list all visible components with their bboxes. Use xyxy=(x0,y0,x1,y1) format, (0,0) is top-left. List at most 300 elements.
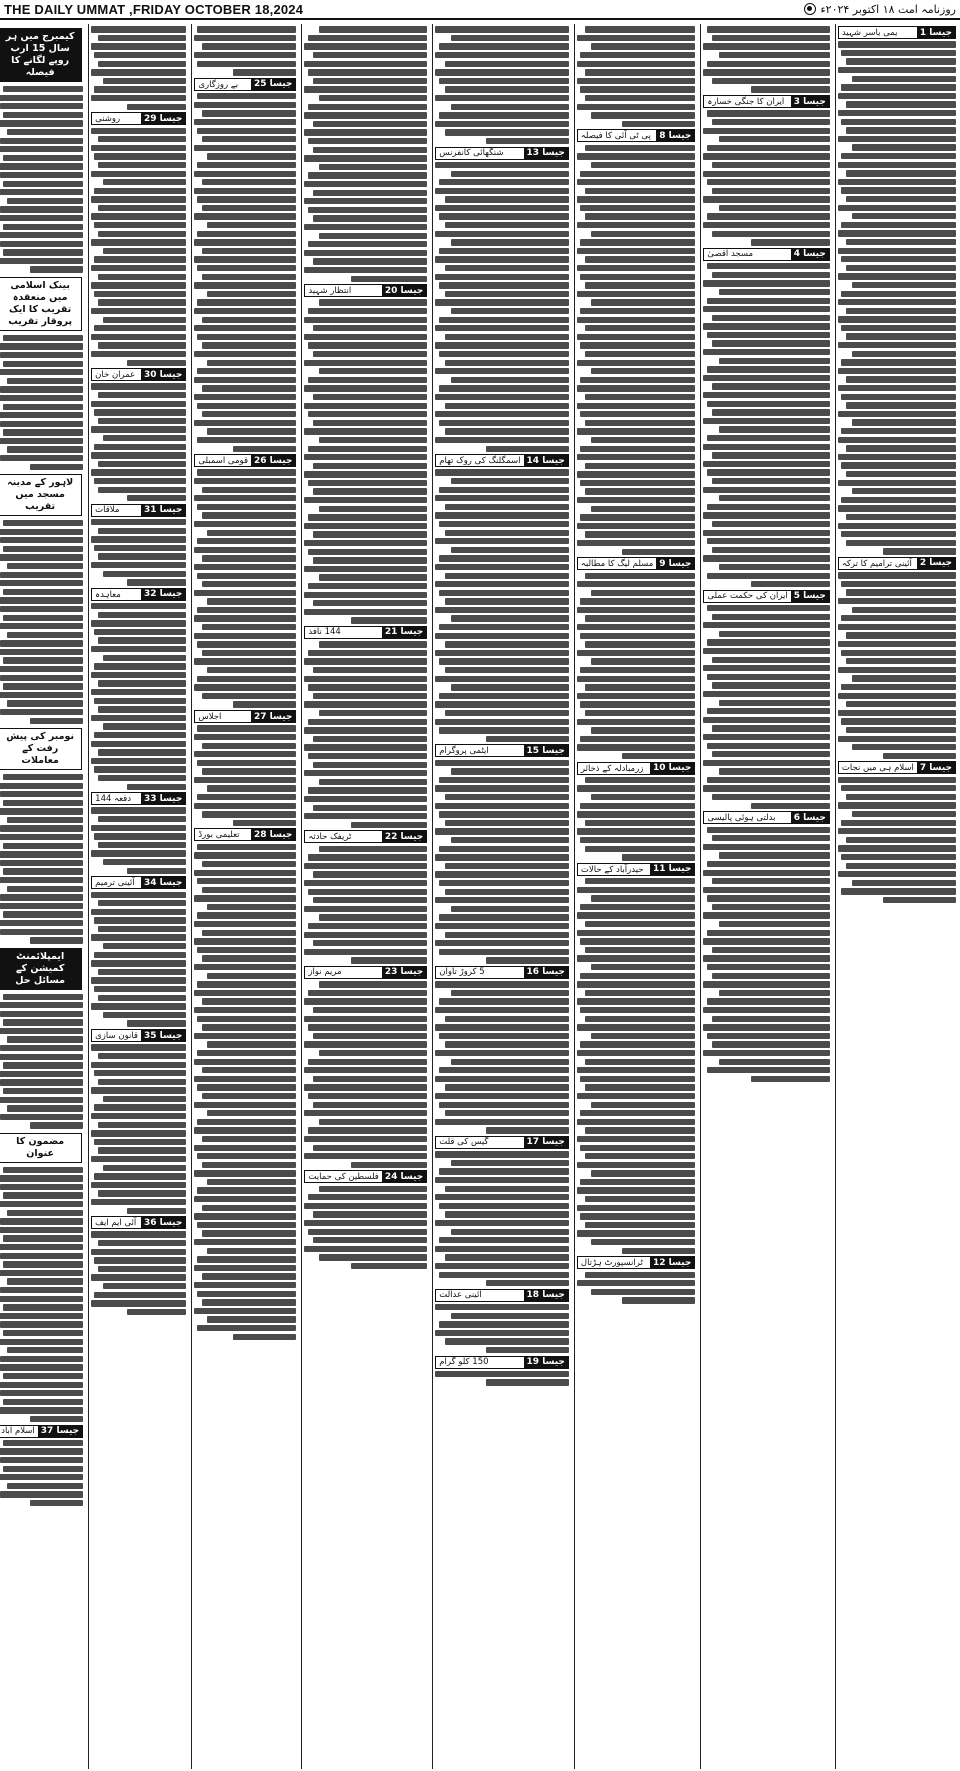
text-line xyxy=(91,239,186,245)
text-line xyxy=(445,504,569,510)
text-line xyxy=(486,1280,569,1286)
section-number: جیسا 18 xyxy=(524,1290,568,1301)
text-line xyxy=(0,675,83,681)
text-line xyxy=(435,69,569,75)
text-line xyxy=(577,403,695,409)
text-line xyxy=(585,145,695,151)
text-line xyxy=(0,834,83,840)
text-line xyxy=(712,682,830,688)
text-line xyxy=(703,323,829,329)
text-line xyxy=(0,783,83,789)
section-number: جیسا 23 xyxy=(382,967,426,978)
text-line xyxy=(0,206,83,212)
text-line xyxy=(703,512,829,518)
text-line xyxy=(451,478,569,484)
text-line xyxy=(703,306,829,312)
section-number: جیسا 12 xyxy=(650,1257,694,1268)
text-line xyxy=(838,845,956,851)
text-line xyxy=(435,256,569,262)
text-line xyxy=(319,1119,427,1125)
text-line xyxy=(98,136,187,142)
text-line xyxy=(577,1119,695,1125)
text-line xyxy=(308,583,427,589)
text-line xyxy=(197,1084,296,1090)
text-line xyxy=(197,196,296,202)
text-line xyxy=(91,715,186,721)
text-line xyxy=(719,564,830,570)
text-line xyxy=(194,521,296,527)
text-line xyxy=(751,803,829,809)
text-line xyxy=(304,267,427,273)
text-line xyxy=(435,650,569,656)
text-line xyxy=(591,1170,695,1176)
section-number: جیسا 7 xyxy=(917,762,955,773)
text-line xyxy=(451,768,569,774)
text-line xyxy=(202,1067,297,1073)
text-line xyxy=(712,272,830,278)
text-line xyxy=(304,906,427,912)
text-line xyxy=(207,598,297,604)
text-line xyxy=(0,537,83,543)
text-line xyxy=(194,35,296,41)
text-line xyxy=(0,1270,83,1276)
text-line xyxy=(308,923,427,929)
text-line xyxy=(852,144,956,150)
text-line xyxy=(707,538,830,544)
text-line xyxy=(445,889,569,895)
text-line xyxy=(841,785,956,791)
text-line xyxy=(351,1263,427,1269)
text-line xyxy=(207,153,297,159)
text-line xyxy=(707,213,830,219)
text-line xyxy=(846,308,956,314)
text-line xyxy=(3,404,83,410)
section-number: جیسا 24 xyxy=(382,1171,426,1182)
text-line xyxy=(0,903,83,909)
section-header xyxy=(435,1356,569,1369)
text-line xyxy=(0,851,83,857)
text-line xyxy=(194,938,296,944)
text-line xyxy=(94,545,186,551)
text-line xyxy=(207,1110,297,1116)
section-number: جیسا 17 xyxy=(524,1137,568,1148)
column-1 xyxy=(835,24,958,1769)
text-line xyxy=(98,995,187,1001)
text-line xyxy=(313,693,427,699)
text-line xyxy=(703,153,829,159)
section-header xyxy=(91,1216,186,1229)
text-line xyxy=(91,383,186,389)
text-line xyxy=(445,667,569,673)
text-line xyxy=(585,420,695,426)
text-line xyxy=(703,555,829,561)
text-line xyxy=(202,743,297,749)
text-line xyxy=(202,385,297,391)
text-line xyxy=(91,1062,186,1068)
text-line xyxy=(451,35,569,41)
text-line xyxy=(622,121,695,127)
columns-grid xyxy=(2,24,958,1769)
text-line xyxy=(351,957,427,963)
text-line xyxy=(846,127,956,133)
text-line xyxy=(591,1239,695,1245)
text-line xyxy=(194,633,296,639)
text-line xyxy=(98,418,187,424)
text-line xyxy=(439,1237,569,1243)
section-header xyxy=(91,1029,186,1042)
text-line xyxy=(577,104,695,110)
text-line xyxy=(103,723,187,729)
text-line xyxy=(703,887,829,893)
text-line xyxy=(435,923,569,929)
section-header xyxy=(304,966,427,979)
text-line xyxy=(435,342,569,348)
text-line xyxy=(197,231,296,237)
text-line xyxy=(3,546,83,552)
text-line xyxy=(0,1321,83,1327)
text-line xyxy=(577,1230,695,1236)
text-line xyxy=(585,325,695,331)
text-line xyxy=(445,61,569,67)
text-line xyxy=(846,333,956,339)
text-line xyxy=(838,480,956,486)
text-line xyxy=(91,426,186,432)
text-line xyxy=(194,239,296,245)
text-line xyxy=(0,606,83,612)
text-line xyxy=(304,796,427,802)
text-line xyxy=(304,566,427,572)
section-title: معاہدہ xyxy=(95,589,121,600)
text-line xyxy=(98,842,187,848)
text-line xyxy=(202,1299,297,1305)
text-line xyxy=(351,617,427,623)
text-line xyxy=(98,1240,187,1246)
section-title: گیس کی قلت xyxy=(439,1137,489,1148)
text-line xyxy=(3,429,83,435)
text-line xyxy=(712,315,830,321)
text-line xyxy=(0,120,83,126)
text-line xyxy=(712,547,830,553)
text-line xyxy=(439,1203,569,1209)
text-line xyxy=(445,334,569,340)
text-line xyxy=(707,504,830,510)
text-line xyxy=(202,811,297,817)
text-line xyxy=(707,1033,830,1039)
text-line xyxy=(194,478,296,484)
text-line xyxy=(577,744,695,750)
text-line xyxy=(591,964,695,970)
text-line xyxy=(308,172,427,178)
text-line xyxy=(194,590,296,596)
text-line xyxy=(308,342,427,348)
text-line xyxy=(308,549,427,555)
text-line xyxy=(707,61,830,67)
text-line xyxy=(103,1165,187,1171)
text-line xyxy=(308,138,427,144)
text-line xyxy=(577,1050,695,1056)
text-line xyxy=(439,811,569,817)
text-line xyxy=(233,69,296,75)
text-line xyxy=(451,547,569,553)
text-line xyxy=(194,1102,296,1108)
text-line xyxy=(838,179,956,185)
text-line xyxy=(3,1167,83,1173)
article-body xyxy=(435,469,569,742)
text-line xyxy=(98,487,187,493)
text-line xyxy=(883,753,956,759)
text-line xyxy=(194,171,296,177)
text-line xyxy=(351,1162,427,1168)
text-line xyxy=(91,909,186,915)
text-line xyxy=(0,172,83,178)
text-line xyxy=(0,1011,83,1017)
text-line xyxy=(0,894,83,900)
text-line xyxy=(313,258,427,264)
text-line xyxy=(841,394,956,400)
text-line xyxy=(94,325,186,331)
text-line xyxy=(313,897,427,903)
text-line xyxy=(712,1041,830,1047)
text-line xyxy=(580,598,695,604)
text-line xyxy=(194,921,296,927)
article-body xyxy=(838,777,956,904)
text-line xyxy=(0,1287,83,1293)
text-line xyxy=(197,93,296,99)
text-line xyxy=(846,101,956,107)
text-line xyxy=(94,52,186,58)
article-body xyxy=(91,603,186,790)
text-line xyxy=(841,187,956,193)
text-line xyxy=(98,461,187,467)
text-line xyxy=(439,351,569,357)
text-line xyxy=(451,308,569,314)
text-line xyxy=(197,912,296,918)
text-line xyxy=(304,813,427,819)
article-body xyxy=(304,1186,427,1270)
section-header xyxy=(435,1289,569,1302)
text-line xyxy=(439,1168,569,1174)
text-line xyxy=(197,1050,296,1056)
text-line xyxy=(202,693,297,699)
article-body xyxy=(435,162,569,452)
text-line xyxy=(197,128,296,134)
text-line xyxy=(103,435,187,441)
text-line xyxy=(91,892,186,898)
text-line xyxy=(313,420,427,426)
text-line xyxy=(703,43,829,49)
text-line xyxy=(202,1024,297,1030)
text-line xyxy=(577,719,695,725)
text-line xyxy=(435,512,569,518)
text-line xyxy=(194,684,296,690)
text-line xyxy=(852,76,956,82)
text-line xyxy=(194,1127,296,1133)
text-line xyxy=(0,343,83,349)
text-line xyxy=(308,990,427,996)
text-line xyxy=(451,1160,569,1166)
text-line xyxy=(577,676,695,682)
text-line xyxy=(233,701,296,707)
text-line xyxy=(0,1296,83,1302)
text-line xyxy=(0,1201,83,1207)
section-number: جیسا 28 xyxy=(251,829,295,840)
text-line xyxy=(197,947,296,953)
text-line xyxy=(197,1119,296,1125)
text-line xyxy=(313,1076,427,1082)
article-body xyxy=(703,263,829,587)
text-line xyxy=(846,170,956,176)
section-number: جیسا 4 xyxy=(791,249,829,260)
text-line xyxy=(304,360,427,366)
text-line xyxy=(846,632,956,638)
text-line xyxy=(308,889,427,895)
text-line xyxy=(445,598,569,604)
text-line xyxy=(3,843,83,849)
text-line xyxy=(3,683,83,689)
text-line xyxy=(0,395,83,401)
text-line xyxy=(838,368,956,374)
text-line xyxy=(577,607,695,613)
text-line xyxy=(304,1041,427,1047)
text-line xyxy=(103,943,187,949)
article-body xyxy=(194,725,296,826)
text-line xyxy=(304,61,427,67)
text-line xyxy=(94,222,186,228)
text-line xyxy=(838,710,956,716)
section-header xyxy=(91,876,186,889)
text-line xyxy=(202,861,297,867)
article-body xyxy=(838,572,956,759)
text-line xyxy=(91,1113,186,1119)
text-line xyxy=(98,205,187,211)
text-line xyxy=(435,1007,569,1013)
text-line xyxy=(622,1297,695,1303)
text-line xyxy=(98,775,187,781)
text-line xyxy=(841,291,956,297)
text-line xyxy=(0,623,83,629)
text-line xyxy=(313,667,427,673)
column-3 xyxy=(574,24,697,1769)
text-line xyxy=(308,1093,427,1099)
text-line xyxy=(127,360,186,366)
text-line xyxy=(712,657,830,663)
text-line xyxy=(451,906,569,912)
text-line xyxy=(91,69,186,75)
text-line xyxy=(304,770,427,776)
text-line xyxy=(98,299,187,305)
section-title: مسجد اقصیٰ xyxy=(707,249,754,260)
text-line xyxy=(308,1024,427,1030)
text-line xyxy=(91,741,186,747)
text-line xyxy=(577,360,695,366)
text-line xyxy=(703,418,829,424)
text-line xyxy=(194,1308,296,1314)
text-line xyxy=(838,828,956,834)
text-line xyxy=(3,1466,83,1472)
text-line xyxy=(846,589,956,595)
text-line xyxy=(707,366,830,372)
text-line xyxy=(7,1483,83,1489)
text-line xyxy=(0,146,83,152)
section-number: جیسا 9 xyxy=(656,558,694,569)
text-line xyxy=(351,276,427,282)
text-line xyxy=(703,760,829,766)
text-line xyxy=(435,325,569,331)
text-line xyxy=(439,43,569,49)
text-line xyxy=(703,222,829,228)
text-line xyxy=(577,1205,695,1211)
text-line xyxy=(98,926,187,932)
text-line xyxy=(580,1041,695,1047)
text-line xyxy=(194,308,296,314)
section-header xyxy=(435,966,569,979)
text-line xyxy=(304,317,427,323)
text-line xyxy=(91,1156,186,1162)
article-body xyxy=(194,844,296,1340)
text-line xyxy=(577,981,695,987)
text-line xyxy=(0,640,83,646)
text-line xyxy=(197,1153,296,1159)
text-line xyxy=(577,153,695,159)
text-line xyxy=(585,213,695,219)
text-line xyxy=(838,41,956,47)
text-line xyxy=(585,947,695,953)
text-line xyxy=(202,650,297,656)
boxed-headline: ایمپلائمنٹ کمیشن کے مسائل حل xyxy=(0,948,82,990)
text-line xyxy=(486,1379,569,1385)
section-title: آئینی ترامیم کا ترکہ xyxy=(841,558,912,569)
text-line xyxy=(577,540,695,546)
text-line xyxy=(98,528,187,534)
text-line xyxy=(313,557,427,563)
text-line xyxy=(445,932,569,938)
text-line xyxy=(712,78,830,84)
text-line xyxy=(486,736,569,742)
text-line xyxy=(304,676,427,682)
section-header xyxy=(703,590,829,603)
text-line xyxy=(435,940,569,946)
text-line xyxy=(852,419,956,425)
text-line xyxy=(0,386,83,392)
text-line xyxy=(703,912,829,918)
section-title: ٹرانسپورٹ ہڑتال xyxy=(580,1258,643,1269)
text-line xyxy=(308,104,427,110)
text-line xyxy=(712,383,830,389)
section-header xyxy=(435,744,569,757)
section-number: جیسا 22 xyxy=(382,831,426,842)
text-line xyxy=(202,624,297,630)
text-line xyxy=(313,940,427,946)
text-line xyxy=(98,1053,187,1059)
ummat-logo-icon xyxy=(804,3,816,15)
text-line xyxy=(207,428,297,434)
text-line xyxy=(580,239,695,245)
text-line xyxy=(91,95,186,101)
section-title: اسلام ہی میں نجات xyxy=(841,763,914,774)
text-line xyxy=(435,1194,569,1200)
masthead xyxy=(0,0,960,20)
text-line xyxy=(197,469,296,475)
text-line xyxy=(98,1122,187,1128)
text-line xyxy=(445,1338,569,1344)
text-line xyxy=(313,1102,427,1108)
text-line xyxy=(0,241,83,247)
text-line xyxy=(435,785,569,791)
text-line xyxy=(838,437,956,443)
text-line xyxy=(703,1050,829,1056)
text-line xyxy=(0,1002,83,1008)
text-line xyxy=(103,1096,187,1102)
